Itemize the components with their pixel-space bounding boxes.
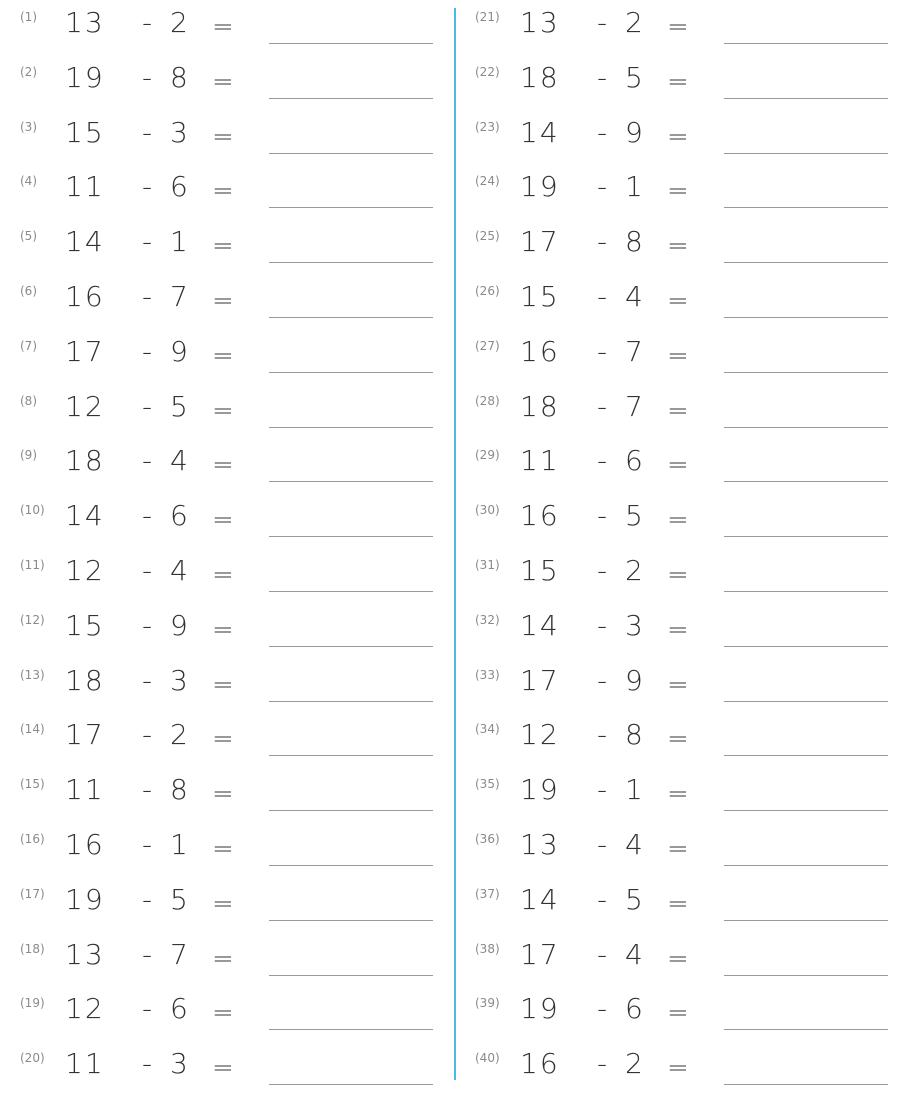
problem-number: (36) [475,832,500,846]
subtrahend: 7 [170,280,188,313]
answer-line[interactable] [269,481,433,482]
equals-sign: = [667,12,689,42]
minus-sign: - [142,6,153,39]
minuend: 18 [65,444,105,478]
equals-sign: = [212,888,234,919]
minus-sign: - [142,115,153,149]
subtrahend: 4 [170,444,188,478]
minus-sign: - [142,225,153,259]
equals-sign: = [212,943,234,974]
minus-sign: - [597,115,608,149]
minuend: 19 [65,60,105,94]
minus-sign: - [142,280,153,313]
problem-number: (29) [475,448,500,463]
problem-number: (34) [475,722,500,737]
problem-number: (14) [20,722,45,737]
subtrahend: 8 [170,773,188,807]
answer-line[interactable] [269,317,433,318]
subtrahend: 4 [625,937,643,971]
minus-sign: - [597,170,608,204]
answer-line[interactable] [724,1084,888,1085]
problem-number: (23) [475,119,500,134]
minus-sign: - [142,663,153,697]
answer-line[interactable] [724,591,888,592]
answer-line[interactable] [724,153,888,154]
subtrahend: 1 [625,773,643,807]
problem-row [455,1043,895,1098]
minus-sign: - [597,828,608,861]
minuend: 11 [520,444,560,478]
subtrahend: 8 [625,718,643,752]
answer-line[interactable] [269,372,433,373]
equals-sign: = [212,505,234,536]
problem-number: (6) [20,284,37,298]
problem-row [0,386,440,441]
minus-sign: - [597,608,608,642]
subtrahend: 9 [170,334,188,368]
problem-row [0,769,440,824]
problem-row [455,221,895,276]
equals-sign: = [667,943,689,974]
equals-sign: = [667,614,689,645]
problem-row [0,879,440,934]
minuend: 11 [65,773,105,807]
minuend: 19 [520,773,560,807]
minus-sign: - [597,280,608,313]
equals-sign: = [212,560,234,590]
problem-row [455,57,895,112]
problem-number: (16) [20,832,45,846]
problem-number: (2) [20,64,37,79]
minuend: 16 [65,280,105,313]
problem-row [455,714,895,769]
minus-sign: - [142,334,153,368]
problem-number: (17) [20,886,45,901]
minus-sign: - [142,444,153,478]
problem-row [0,495,440,550]
minuend: 13 [65,6,105,39]
answer-line[interactable] [269,865,433,866]
problem-number: (31) [475,558,500,572]
subtrahend: 5 [170,882,188,916]
answer-line[interactable] [269,1084,433,1085]
minuend: 17 [520,663,560,697]
problem-row [455,660,895,715]
problem-number: (12) [20,612,45,627]
subtrahend: 3 [170,663,188,697]
minuend: 14 [520,115,560,149]
minus-sign: - [142,554,153,587]
minuend: 17 [520,225,560,259]
minuend: 13 [520,828,560,861]
minus-sign: - [597,554,608,587]
subtrahend: 9 [625,663,643,697]
problem-row [455,166,895,221]
subtrahend: 4 [170,554,188,587]
subtrahend: 2 [625,6,643,39]
equals-sign: = [212,176,234,207]
problem-row [455,769,895,824]
minus-sign: - [597,663,608,697]
problem-number: (10) [20,503,45,518]
minus-sign: - [142,608,153,642]
equals-sign: = [667,779,689,810]
problem-number: (4) [20,174,37,189]
answer-line[interactable] [269,153,433,154]
problem-number: (3) [20,119,37,134]
equals-sign: = [667,560,689,590]
minus-sign: - [142,1047,153,1081]
minus-sign: - [597,1047,608,1081]
problem-number: (5) [20,229,37,244]
minus-sign: - [597,444,608,478]
minuend: 16 [520,334,560,368]
answer-line[interactable] [724,975,888,976]
problem-number: (32) [475,612,500,627]
equals-sign: = [667,888,689,919]
minuend: 15 [65,608,105,642]
problem-number: (30) [475,503,500,518]
subtrahend: 1 [625,170,643,204]
minuend: 12 [65,992,105,1026]
problem-row [455,605,895,660]
subtrahend: 9 [625,115,643,149]
answer-line[interactable] [724,1029,888,1030]
minuend: 18 [65,663,105,697]
minuend: 17 [65,718,105,752]
problem-number: (33) [475,667,500,682]
subtrahend: 1 [170,828,188,861]
problem-row [0,824,440,879]
subtrahend: 4 [625,828,643,861]
minuend: 11 [65,170,105,204]
problem-number: (38) [475,941,500,956]
problem-row [0,112,440,167]
problem-row [455,386,895,441]
equals-sign: = [212,395,234,426]
problem-row [455,934,895,989]
problem-row [0,605,440,660]
problem-number: (40) [475,1051,500,1066]
problem-row [455,331,895,386]
equals-sign: = [667,395,689,426]
equals-sign: = [667,121,689,152]
answer-line[interactable] [269,262,433,263]
subtrahend: 6 [170,170,188,204]
equals-sign: = [212,121,234,152]
answer-line[interactable] [724,427,888,428]
equals-sign: = [212,340,234,371]
minus-sign: - [597,334,608,368]
minus-sign: - [142,60,153,94]
answer-line[interactable] [269,1029,433,1030]
minuend: 16 [65,828,105,861]
problem-row [0,221,440,276]
subtrahend: 3 [625,608,643,642]
answer-line[interactable] [269,98,433,99]
subtrahend: 8 [170,60,188,94]
problem-row [0,660,440,715]
equals-sign: = [212,66,234,97]
subtrahend: 6 [170,992,188,1026]
problem-number: (18) [20,941,45,956]
answer-line[interactable] [724,755,888,756]
problem-row [455,879,895,934]
equals-sign: = [667,450,689,481]
answer-line[interactable] [724,262,888,263]
minuend: 18 [520,389,560,423]
problem-row [455,495,895,550]
subtrahend: 5 [625,499,643,533]
equals-sign: = [667,669,689,700]
equals-sign: = [667,834,689,864]
subtrahend: 6 [170,499,188,533]
minus-sign: - [142,992,153,1026]
minus-sign: - [597,60,608,94]
problem-number: (21) [475,10,500,24]
answer-line[interactable] [724,372,888,373]
equals-sign: = [212,724,234,755]
subtrahend: 6 [625,444,643,478]
minuend: 12 [65,389,105,423]
problem-number: (22) [475,64,500,79]
equals-sign: = [667,286,689,316]
subtrahend: 4 [625,280,643,313]
minuend: 15 [65,115,105,149]
answer-line[interactable] [724,810,888,811]
equals-sign: = [212,834,234,864]
problem-number: (1) [20,10,37,24]
equals-sign: = [667,998,689,1029]
minus-sign: - [142,882,153,916]
equals-sign: = [667,724,689,755]
problem-number: (24) [475,174,500,189]
minuend: 15 [520,280,560,313]
minus-sign: - [142,170,153,204]
subtrahend: 7 [625,389,643,423]
answer-line[interactable] [269,427,433,428]
problem-number: (35) [475,777,500,792]
minuend: 18 [520,60,560,94]
equals-sign: = [667,66,689,97]
problem-row [0,988,440,1043]
problem-number: (19) [20,996,45,1011]
equals-sign: = [212,231,234,262]
minus-sign: - [597,225,608,259]
minus-sign: - [597,389,608,423]
answer-line[interactable] [269,646,433,647]
minuend: 13 [520,6,560,39]
answer-line[interactable] [724,536,888,537]
subtrahend: 2 [625,554,643,587]
problem-row [0,934,440,989]
subtrahend: 2 [170,6,188,39]
subtrahend: 5 [625,60,643,94]
problem-row [455,550,895,605]
minuend: 12 [520,718,560,752]
equals-sign: = [667,505,689,536]
problem-row [0,166,440,221]
equals-sign: = [667,176,689,207]
answer-line[interactable] [724,701,888,702]
minus-sign: - [142,389,153,423]
problem-row [0,331,440,386]
minuend: 16 [520,499,560,533]
equals-sign: = [212,614,234,645]
minus-sign: - [597,882,608,916]
subtrahend: 5 [170,389,188,423]
answer-line[interactable] [269,536,433,537]
subtrahend: 9 [170,608,188,642]
minuend: 13 [65,937,105,971]
minuend: 15 [520,554,560,587]
minuend: 17 [65,334,105,368]
minus-sign: - [597,6,608,39]
answer-line[interactable] [724,481,888,482]
minus-sign: - [142,499,153,533]
minus-sign: - [597,499,608,533]
subtrahend: 1 [170,225,188,259]
subtrahend: 7 [170,937,188,971]
equals-sign: = [212,1053,234,1084]
problem-row [0,57,440,112]
equals-sign: = [667,231,689,262]
problem-row [0,276,440,331]
minuend: 14 [520,882,560,916]
minus-sign: - [142,937,153,971]
answer-line[interactable] [269,810,433,811]
answer-line[interactable] [269,207,433,208]
answer-line[interactable] [724,317,888,318]
subtrahend: 7 [625,334,643,368]
answer-line[interactable] [724,207,888,208]
problem-row [0,1043,440,1098]
answer-line[interactable] [724,98,888,99]
minus-sign: - [142,718,153,752]
equals-sign: = [212,779,234,810]
problem-number: (27) [475,338,500,353]
answer-line[interactable] [724,646,888,647]
minuend: 11 [65,1047,105,1081]
answer-line[interactable] [269,43,433,44]
equals-sign: = [212,998,234,1029]
subtrahend: 8 [625,225,643,259]
answer-line[interactable] [269,975,433,976]
minuend: 19 [520,992,560,1026]
minus-sign: - [142,828,153,861]
answer-line[interactable] [269,591,433,592]
subtrahend: 5 [625,882,643,916]
equals-sign: = [212,12,234,42]
subtrahend: 2 [170,718,188,752]
problem-row [455,276,895,331]
minus-sign: - [597,992,608,1026]
equals-sign: = [212,669,234,700]
problem-row [455,824,895,879]
equals-sign: = [212,286,234,316]
problem-number: (7) [20,338,37,353]
answer-line[interactable] [724,43,888,44]
problem-row [0,440,440,495]
problem-row [455,112,895,167]
equals-sign: = [667,1053,689,1084]
minus-sign: - [597,937,608,971]
minus-sign: - [597,773,608,807]
minus-sign: - [142,773,153,807]
problem-number: (9) [20,448,37,463]
minuend: 14 [520,608,560,642]
minuend: 14 [65,499,105,533]
minuend: 19 [65,882,105,916]
problem-row [0,2,440,57]
problem-number: (28) [475,393,500,408]
minuend: 16 [520,1047,560,1081]
problem-number: (37) [475,886,500,901]
minus-sign: - [597,718,608,752]
problem-number: (8) [20,393,37,408]
problem-number: (11) [20,558,45,572]
equals-sign: = [667,340,689,371]
problem-row [455,988,895,1043]
problem-number: (20) [20,1051,45,1066]
problem-row [455,440,895,495]
problem-number: (13) [20,667,45,682]
minuend: 12 [65,554,105,587]
answer-line[interactable] [724,865,888,866]
minuend: 17 [520,937,560,971]
problem-row [0,550,440,605]
minuend: 19 [520,170,560,204]
problem-number: (26) [475,284,500,298]
answer-line[interactable] [724,920,888,921]
problem-number: (39) [475,996,500,1011]
problem-number: (15) [20,777,45,792]
subtrahend: 3 [170,1047,188,1081]
answer-line[interactable] [269,920,433,921]
problem-number: (25) [475,229,500,244]
equals-sign: = [212,450,234,481]
subtrahend: 3 [170,115,188,149]
problem-row [455,2,895,57]
minuend: 14 [65,225,105,259]
answer-line[interactable] [269,755,433,756]
problem-row [0,714,440,769]
subtrahend: 2 [625,1047,643,1081]
answer-line[interactable] [269,701,433,702]
subtrahend: 6 [625,992,643,1026]
